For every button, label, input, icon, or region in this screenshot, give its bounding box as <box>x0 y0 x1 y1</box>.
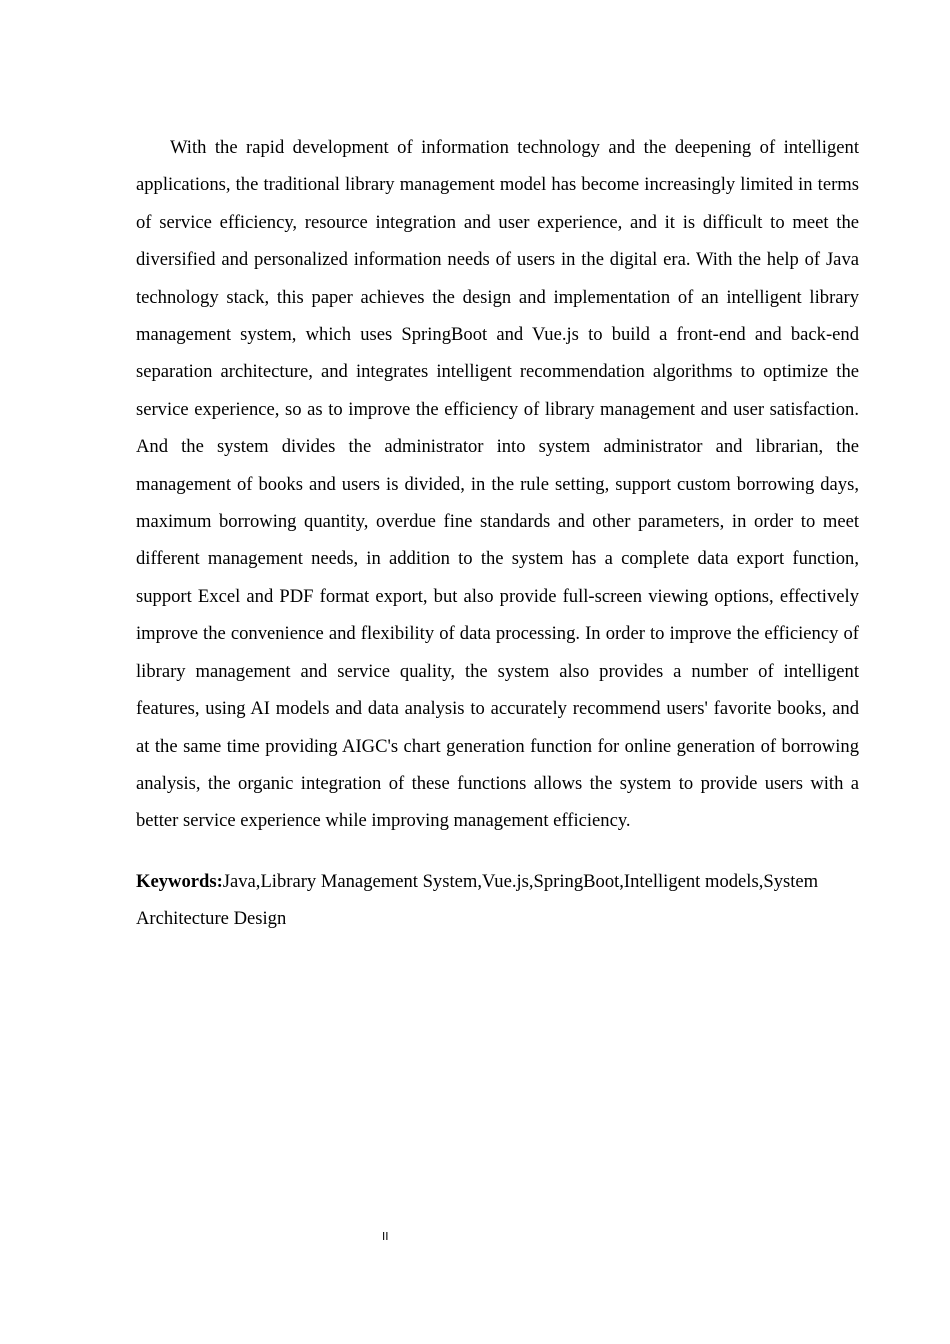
keywords-label: Keywords: <box>136 871 223 892</box>
abstract-body <box>136 129 859 840</box>
keywords-value: Java,Library Management System,Vue.js,SpringBoot,Intelligent models,System Architecture Design <box>136 871 819 930</box>
abstract-paragraph: With the rapid development of information technology and the deepening of intelligent applications, the traditional library management model has become increasingly limited in terms of service efficiency, resource integration and user experience, and it is difficult to meet the diversified and personalized information needs of users in the digital era. With the help of Java technology stack, this paper achieves the design and implementation of an intelligent library management system, which uses SpringBoot and Vue.js to build a front-end and back-end separation architecture, and integrates intelligent recommendation algorithms to optimize the service experience, so as to improve the efficiency of library management and user satisfaction. And the system divides the administrator into system administrator and librarian, the management of books and users is divided, in the rule setting, support custom borrowing days, maximum borrowing quantity, overdue fine standards and other parameters, in order to meet different management needs, in addition to the system has a complete data export function, support Excel and PDF format export, but also provide full-screen viewing options, effectively improve the convenience and flexibility of data processing. In order to improve the efficiency of library management and service quality, the system also provides a number of intelligent features, using AI models and data analysis to accurately recommend users' favorite books, and at the same time providing AIGC's chart generation function for online generation of borrowing analysis, the organic integration of these functions allows the system to provide users with a better service experience while improving management efficiency. <box>136 137 859 832</box>
page-number: II <box>382 1230 389 1243</box>
keywords-line <box>136 863 859 938</box>
